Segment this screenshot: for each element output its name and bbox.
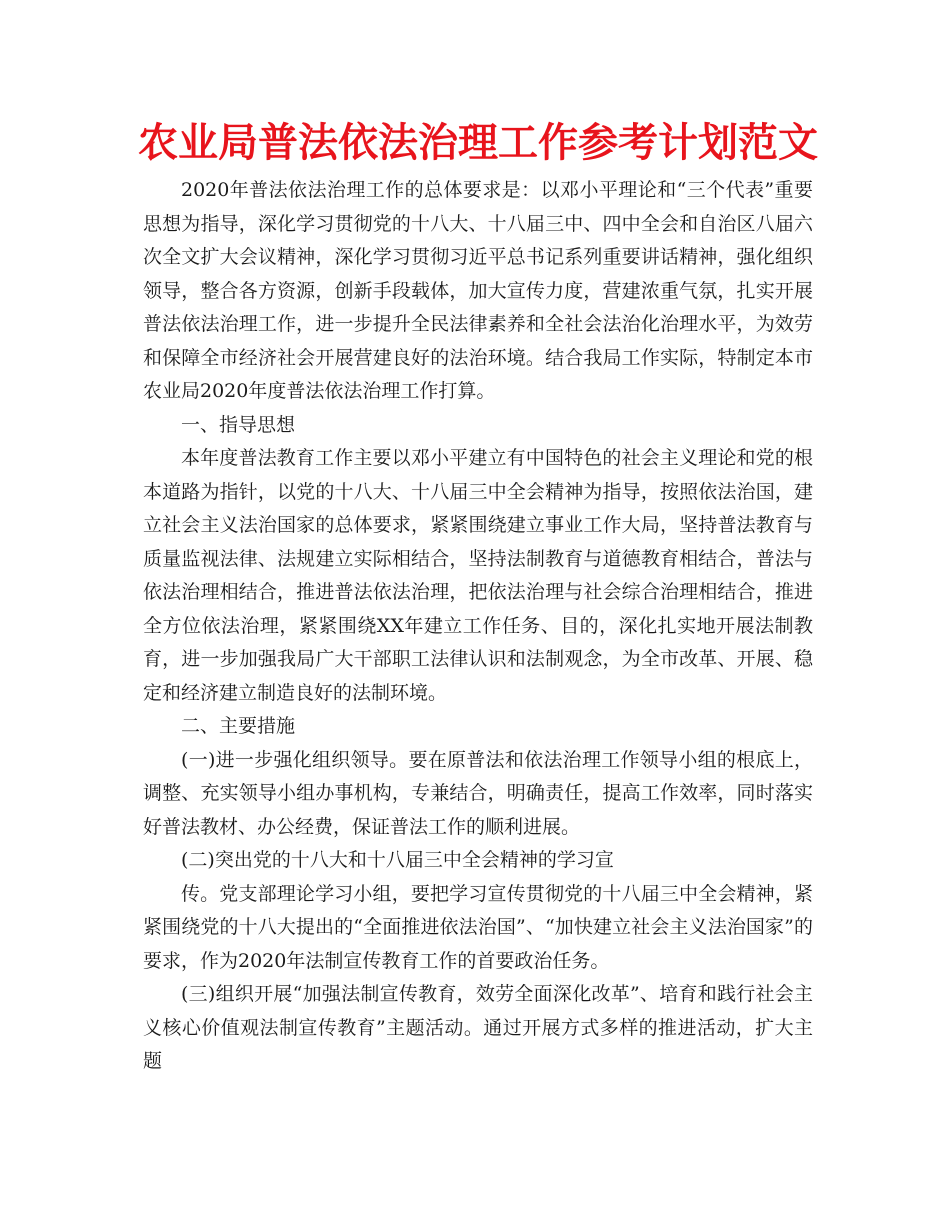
- section-heading-guiding-ideology: 一、指导思想: [181, 413, 296, 436]
- document-page: [138, 118, 818, 1079]
- section-heading-main-measures: 二、主要措施: [181, 715, 296, 737]
- paragraph-measure-1: (一)进一步强化组织领导。要在原普法和依法治理工作领导小组的根底上，调整、充实领导小组办事机构，专兼结合，明确责任，提高工作效率，同时落实好普法教材、办公经费，保证普法工作的顺利进展。: [143, 748, 813, 838]
- document-title: 农业局普法依法治理工作参考计划范文: [138, 120, 818, 166]
- paragraph-measure-2-heading: (二)突出党的十八大和十八届三中全会精神的学习宣: [181, 849, 614, 871]
- paragraph-measure-2-body: 传。党支部理论学习小组，要把学习宣传贯彻党的十八届三中全会精神，紧紧围绕党的十八大提出的“全面推进依法治国”、“加快建立社会主义法治国家”的要求，作为2020年法制宣传教育工作的首要政治任务。: [143, 882, 813, 972]
- paragraph-measure-3: (三)组织开展“加强法制宣传教育，效劳全面深化改革”、培育和践行社会主义核心价值观法制宣传教育”主题活动。通过开展方式多样的推进活动，扩大主题: [143, 983, 813, 1072]
- paragraph-guiding-ideology: 本年度普法教育工作主要以邓小平建立有中国特色的社会主义理论和党的根本道路为指针，以党的十八大、十八届三中全会精神为指导，按照依法治国，建立社会主义法治国家的总体要求，紧紧围绕建立事业工作大局，坚持普法教育与质量监视法律、法规建立实际相结合，坚持法制教育与道德教育相结合，普法与依法治理相结合，推进普法依法治理，把依法治理与社会综合治理相结合，推进全方位依法治理，紧紧围绕XX年建立工作任务、目的，深化扎实地开展法制教育，进一步加强我局广大干部职工法律认识和法制观念，为全市改革、开展、稳定和经济建立制造良好的法制环境。: [143, 447, 813, 704]
- paragraph-general-requirements: 2020年普法依法治理工作的总体要求是：以邓小平理论和“三个代表”重要思想为指导，深化学习贯彻党的十八大、十八届三中、四中全会和自治区八届六次全文扩大会议精神，深化学习贯彻习近平总书记系列重要讲话精神，强化组织领导，整合各方资源，创新手段载体，加大宣传力度，营建浓重气氛，扎实开展普法依法治理工作，进一步提升全民法律素养和全社会法治化治理水平，为效劳和保障全市经济社会开展营建良好的法治环境。结合我局工作实际，特制定本市农业局2020年度普法依法治理工作打算。: [143, 179, 813, 402]
